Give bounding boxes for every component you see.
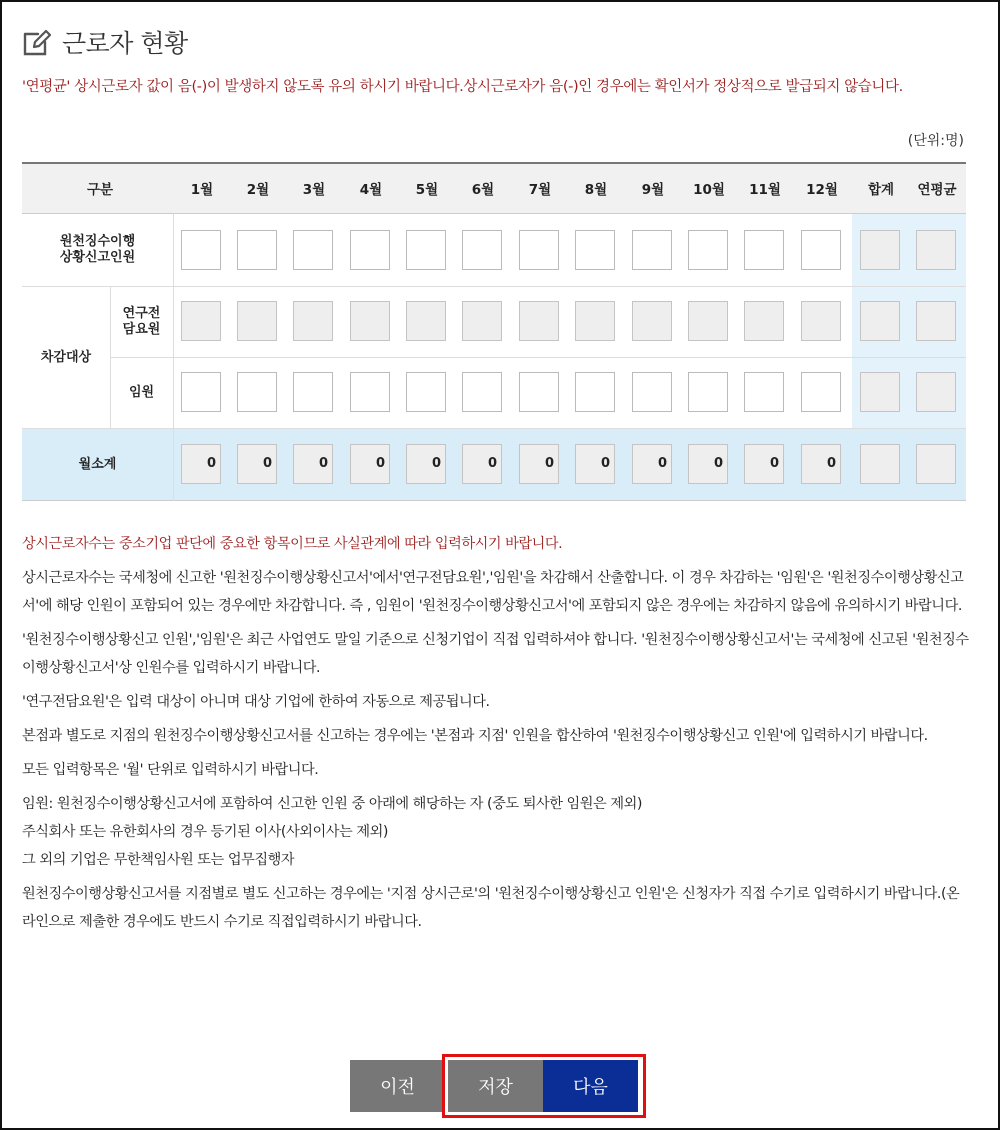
note-item: 주식회사 또는 유한회사의 경우 등기된 이사(사외이사는 제외)	[22, 824, 388, 840]
next-button[interactable]: 다음	[543, 1060, 638, 1112]
research-month-input	[519, 301, 559, 341]
withholding-month-input[interactable]	[632, 230, 672, 270]
research-month-input	[406, 301, 446, 341]
research-total-cell	[860, 301, 900, 341]
header-category: 구분	[86, 182, 114, 198]
header-col: 8월	[584, 182, 608, 198]
subtotal-month-input: 0	[688, 444, 728, 484]
research-month-input	[744, 301, 784, 341]
executive-month-input[interactable]	[293, 372, 333, 412]
subtotal-month-input: 0	[575, 444, 615, 484]
withholding-month-input[interactable]	[519, 230, 559, 270]
note-item: '원천징수이행상황신고 인원','임원'은 최근 사업연도 말일 기준으로 신청기업이 직접 입력하셔야 합니다. '원천징수이행상황신고서'는 국세청에 신고된 '원천징수이행상황신고서'상 인원수를 입력하시기 바랍니다.	[22, 632, 969, 676]
subtotal-avg-cell	[916, 444, 956, 484]
executive-month-input[interactable]	[462, 372, 502, 412]
note-item: 본점과 별도로 지점의 원천징수이행상황신고서를 신고하는 경우에는 '본점과 지점' 인원을 합산하여 '원천징수이행상황신고 인원'에 입력하시기 바랍니다.	[22, 728, 928, 744]
save-button[interactable]: 저장	[448, 1060, 543, 1112]
research-month-input	[237, 301, 277, 341]
unit-label: (단위:명)	[907, 133, 964, 149]
header-col: 2월	[246, 182, 270, 198]
research-month-input	[181, 301, 221, 341]
row-label-deduction: 차감대상	[40, 349, 92, 365]
header-col: 7월	[528, 182, 552, 198]
header-col: 11월	[749, 182, 781, 198]
worker-status-table	[22, 162, 966, 501]
header-col: 10월	[693, 182, 725, 198]
header-col: 연평균	[917, 182, 957, 198]
withholding-month-input[interactable]	[293, 230, 333, 270]
withholding-month-input[interactable]	[350, 230, 390, 270]
subtotal-month-input: 0	[350, 444, 390, 484]
note-item: 그 외의 기업은 무한책임사원 또는 업무집행자	[22, 852, 295, 868]
research-month-input	[462, 301, 502, 341]
withholding-month-input[interactable]	[237, 230, 277, 270]
page-title: 근로자 현황	[62, 29, 188, 58]
header-col: 4월	[359, 182, 383, 198]
subtotal-month-input: 0	[632, 444, 672, 484]
withholding-month-input[interactable]	[575, 230, 615, 270]
subtotal-month-input: 0	[181, 444, 221, 484]
notes-heading: 상시근로자수는 중소기업 판단에 중요한 항목이므로 사실관계에 따라 입력하시기 바랍니다.	[22, 536, 563, 552]
executive-month-input[interactable]	[406, 372, 446, 412]
col-divider	[173, 214, 174, 501]
research-month-input	[293, 301, 333, 341]
prev-button[interactable]: 이전	[350, 1060, 445, 1112]
withholding-month-input[interactable]	[181, 230, 221, 270]
research-month-input	[632, 301, 672, 341]
withholding-month-input[interactable]	[744, 230, 784, 270]
withholding-avg-cell	[916, 230, 956, 270]
executive-month-input[interactable]	[688, 372, 728, 412]
page-header	[22, 22, 188, 62]
withholding-month-input[interactable]	[406, 230, 446, 270]
executive-month-input[interactable]	[519, 372, 559, 412]
executive-month-input[interactable]	[632, 372, 672, 412]
executive-month-input[interactable]	[801, 372, 841, 412]
executive-month-input[interactable]	[744, 372, 784, 412]
executive-month-input[interactable]	[575, 372, 615, 412]
header-col: 12월	[806, 182, 838, 198]
subtotal-month-input: 0	[237, 444, 277, 484]
row-label-withholding: 원천징수이행 상황신고인원	[59, 234, 136, 265]
note-item: 임원: 원천징수이행상황신고서에 포함하여 신고한 인원 중 아래에 해당하는 자 (중도 퇴사한 임원은 제외)	[22, 796, 642, 812]
executive-month-input[interactable]	[237, 372, 277, 412]
subtotal-month-input: 0	[406, 444, 446, 484]
header-col: 9월	[641, 182, 665, 198]
row-label-subtotal: 월소계	[78, 457, 117, 472]
subtotal-month-input: 0	[744, 444, 784, 484]
executive-month-input[interactable]	[350, 372, 390, 412]
header-col: 1월	[190, 182, 214, 198]
note-item: 모든 입력항목은 '월' 단위로 입력하시기 바랍니다.	[22, 762, 319, 778]
subtotal-total-cell	[860, 444, 900, 484]
withholding-total-cell	[860, 230, 900, 270]
research-month-input	[801, 301, 841, 341]
executive-total-cell	[860, 372, 900, 412]
research-month-input	[575, 301, 615, 341]
note-item: 상시근로자수는 국세청에 신고한 '원천징수이행상황신고서'에서'연구전담요원','임원'을 차감해서 산출합니다. 이 경우 차감하는 '임원'은 '원천징수이행상황신고서'에 해당 인원이 포함되어 있는 경우에만 차감합니다. 즉 , 임원이 '원천징수이행상황신고서'에 포함되지 않은 경우에는 차감하지 않음에 유의하시기 바랍니다.	[22, 570, 964, 614]
header-col: 5월	[415, 182, 439, 198]
subtotal-month-input: 0	[519, 444, 559, 484]
research-month-input	[350, 301, 390, 341]
note-item: 원천징수이행상황신고서를 지점별로 별도 신고하는 경우에는 '지점 상시근로'의 '원천징수이행상황신고 인원'은 신청자가 직접 수기로 입력하시기 바랍니다.(온라인으로 제출한 경우에도 반드시 수기로 직접입력하시기 바랍니다.	[22, 886, 960, 930]
highlight-box	[442, 1054, 646, 1118]
row-label-executive: 임원	[128, 385, 155, 400]
research-avg-cell	[916, 301, 956, 341]
research-month-input	[688, 301, 728, 341]
subtotal-month-input: 0	[801, 444, 841, 484]
withholding-month-input[interactable]	[688, 230, 728, 270]
withholding-month-input[interactable]	[462, 230, 502, 270]
header-col: 6월	[471, 182, 495, 198]
subtotal-month-input: 0	[462, 444, 502, 484]
note-item: '연구전담요원'은 입력 대상이 아니며 대상 기업에 한하여 자동으로 제공됩니다.	[22, 694, 490, 710]
header-col: 합계	[867, 182, 895, 198]
header-col: 3월	[302, 182, 326, 198]
row-divider	[110, 357, 966, 358]
warning-text: '연평균' 상시근로자 값이 음(-)이 발생하지 않도록 유의 하시기 바랍니다.상시근로자가 음(-)인 경우에는 확인서가 정상적으로 발급되지 않습니다.	[22, 79, 903, 95]
executive-month-input[interactable]	[181, 372, 221, 412]
withholding-month-input[interactable]	[801, 230, 841, 270]
executive-avg-cell	[916, 372, 956, 412]
subtotal-month-input: 0	[293, 444, 333, 484]
edit-icon	[22, 27, 52, 57]
row-label-research-staff: 연구전 담요원	[122, 305, 161, 337]
notes-section	[22, 530, 972, 936]
